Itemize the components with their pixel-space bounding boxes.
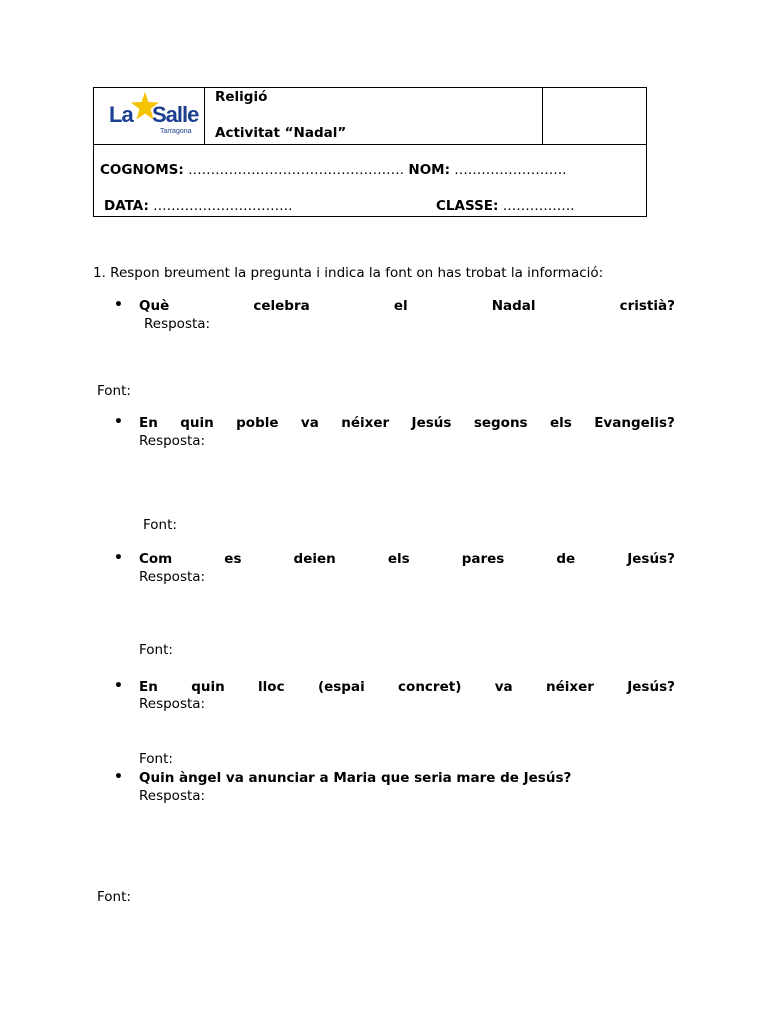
question-word: En (139, 415, 158, 431)
classe-field[interactable]: ……………. (502, 198, 575, 214)
source-label: Font: (139, 751, 173, 767)
cognoms-field[interactable]: ………………………………………… (188, 162, 405, 178)
source-label: Font: (97, 889, 131, 905)
question-3 (139, 551, 675, 567)
activity-title: Activitat “Nadal” (215, 125, 347, 141)
question-word: néixer (341, 415, 390, 431)
question-word: celebra (253, 298, 310, 314)
question-word: va (300, 415, 319, 431)
question-word: Com (139, 551, 173, 567)
question-word: Què (139, 298, 170, 314)
answer-label: Resposta: (144, 316, 211, 332)
blank-cell (542, 88, 647, 144)
classe-line (436, 198, 575, 214)
question-word: Jesús? (627, 679, 675, 695)
cognoms-label: COGNOMS: (100, 162, 184, 178)
question-word: (espai (317, 679, 365, 695)
question-word: segons (473, 415, 528, 431)
classe-label: CLASSE: (436, 198, 499, 214)
source-label: Font: (139, 642, 173, 658)
question-word: En (139, 679, 158, 695)
question-word: de (556, 551, 576, 567)
bullet: • (114, 550, 123, 566)
source-label: Font: (143, 517, 177, 533)
bullet: • (114, 297, 123, 313)
bullet: • (114, 678, 123, 694)
question-1 (139, 298, 675, 314)
question-word: poble (236, 415, 279, 431)
question-word: lloc (258, 679, 285, 695)
question-word: Jesús (411, 415, 452, 431)
answer-label: Resposta: (139, 696, 206, 712)
data-field[interactable]: …………………………. (153, 198, 293, 214)
question-word: els (387, 551, 410, 567)
subject-title: Religió (215, 89, 268, 105)
question-2 (139, 415, 675, 431)
answer-label: Resposta: (139, 569, 206, 585)
question-text: Quin àngel va anunciar a Maria que seria mare de Jesús? (139, 770, 572, 786)
question-word: cristià? (619, 298, 675, 314)
logo-cell (94, 88, 205, 144)
question-word: Nadal (491, 298, 536, 314)
nom-field[interactable]: ……………………. (454, 162, 567, 178)
logo-text-salle: Salle (152, 102, 199, 127)
question-word: va (494, 679, 513, 695)
question-word: néixer (545, 679, 594, 695)
question-word: Jesús? (627, 551, 675, 567)
data-line (104, 198, 292, 214)
bullet: • (114, 769, 123, 785)
cognoms-nom-line (100, 162, 567, 178)
source-label: Font: (97, 383, 131, 399)
question-word: quin (191, 679, 225, 695)
question-word: el (393, 298, 408, 314)
question-word: pares (461, 551, 505, 567)
question-word: es (224, 551, 242, 567)
answer-label: Resposta: (139, 433, 206, 449)
question-word: Evangelis? (594, 415, 675, 431)
header-table (93, 87, 647, 217)
question-word: deien (293, 551, 336, 567)
data-label: DATA: (104, 198, 149, 214)
bullet: • (114, 414, 123, 430)
answer-label: Resposta: (139, 788, 206, 804)
question-4 (139, 679, 675, 695)
logo-text-la: La (109, 102, 133, 127)
nom-label: NOM: (408, 162, 450, 178)
logo-subtext: Tarragona (160, 128, 192, 135)
header-top-row (94, 88, 646, 145)
question-word: els (549, 415, 572, 431)
instruction-text: 1. Respon breument la pregunta i indica la font on has trobat la informació: (93, 265, 604, 281)
question-word: quin (180, 415, 214, 431)
question-5 (139, 770, 675, 786)
question-word: concret) (398, 679, 462, 695)
